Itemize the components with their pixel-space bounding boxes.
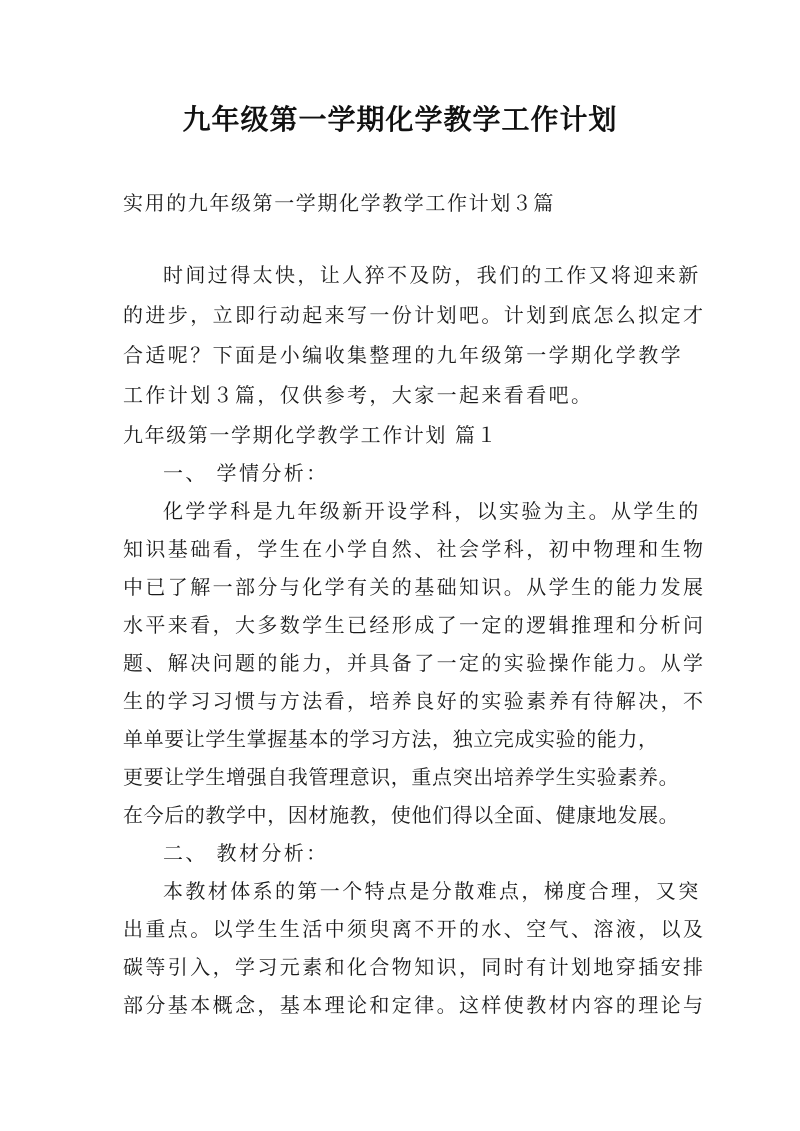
subsection-heading: 二、 教材分析： — [163, 841, 329, 865]
document-subtitle: 实用的九年级第一学期化学教学工作计划３篇 — [123, 191, 555, 215]
paragraph-line: 中已了解一部分与化学有关的基础知识。从学生的能力发展 — [123, 575, 706, 599]
subsection-heading: 一、 学情分析： — [163, 461, 329, 485]
paragraph-line: 在今后的教学中，因材施教，使他们得以全面、健康地发展。 — [123, 803, 680, 827]
paragraph-line: 化学学科是九年级新开设学科，以实验为主。从学生的 — [163, 499, 701, 523]
paragraph-line: 部分基本概念，基本理论和定律。这样使教材内容的理论与 — [123, 993, 706, 1017]
intro-line: 工作计划３篇，仅供参考，大家一起来看看吧。 — [123, 383, 594, 407]
intro-line: 时间过得太快，让人猝不及防，我们的工作又将迎来新 — [163, 263, 701, 287]
paragraph-line: 本教材体系的第一个特点是分散难点，梯度合理，又突 — [163, 879, 701, 903]
document-title: 九年级第一学期化学教学工作计划 — [182, 103, 618, 136]
paragraph-line: 碳等引入，学习元素和化合物知识，同时有计划地穿插安排 — [123, 955, 706, 979]
paragraph-line: 知识基础看，学生在小学自然、社会学科，初中物理和生物 — [123, 537, 706, 561]
paragraph-line: 出重点。以学生生活中须臾离不开的水、空气、溶液，以及 — [123, 917, 706, 941]
intro-line: 合适呢？下面是小编收集整理的九年级第一学期化学教学 — [123, 343, 683, 367]
paragraph-line: 单单要让学生掌握基本的学习方法，独立完成实验的能力， — [123, 727, 659, 751]
paragraph-line: 更要让学生增强自我管理意识，重点突出培养学生实验素养。 — [123, 765, 680, 789]
section-heading: 九年级第一学期化学教学工作计划 篇１ — [123, 423, 499, 447]
paragraph-line: 水平来看，大多数学生已经形成了一定的逻辑推理和分析问 — [123, 613, 706, 637]
paragraph-line: 生的学习习惯与方法看，培养良好的实验素养有待解决，不 — [123, 689, 706, 713]
intro-line: 的进步，立即行动起来写一份计划吧。计划到底怎么拟定才 — [123, 303, 706, 327]
paragraph-line: 题、解决问题的能力，并具备了一定的实验操作能力。从学 — [123, 651, 706, 675]
